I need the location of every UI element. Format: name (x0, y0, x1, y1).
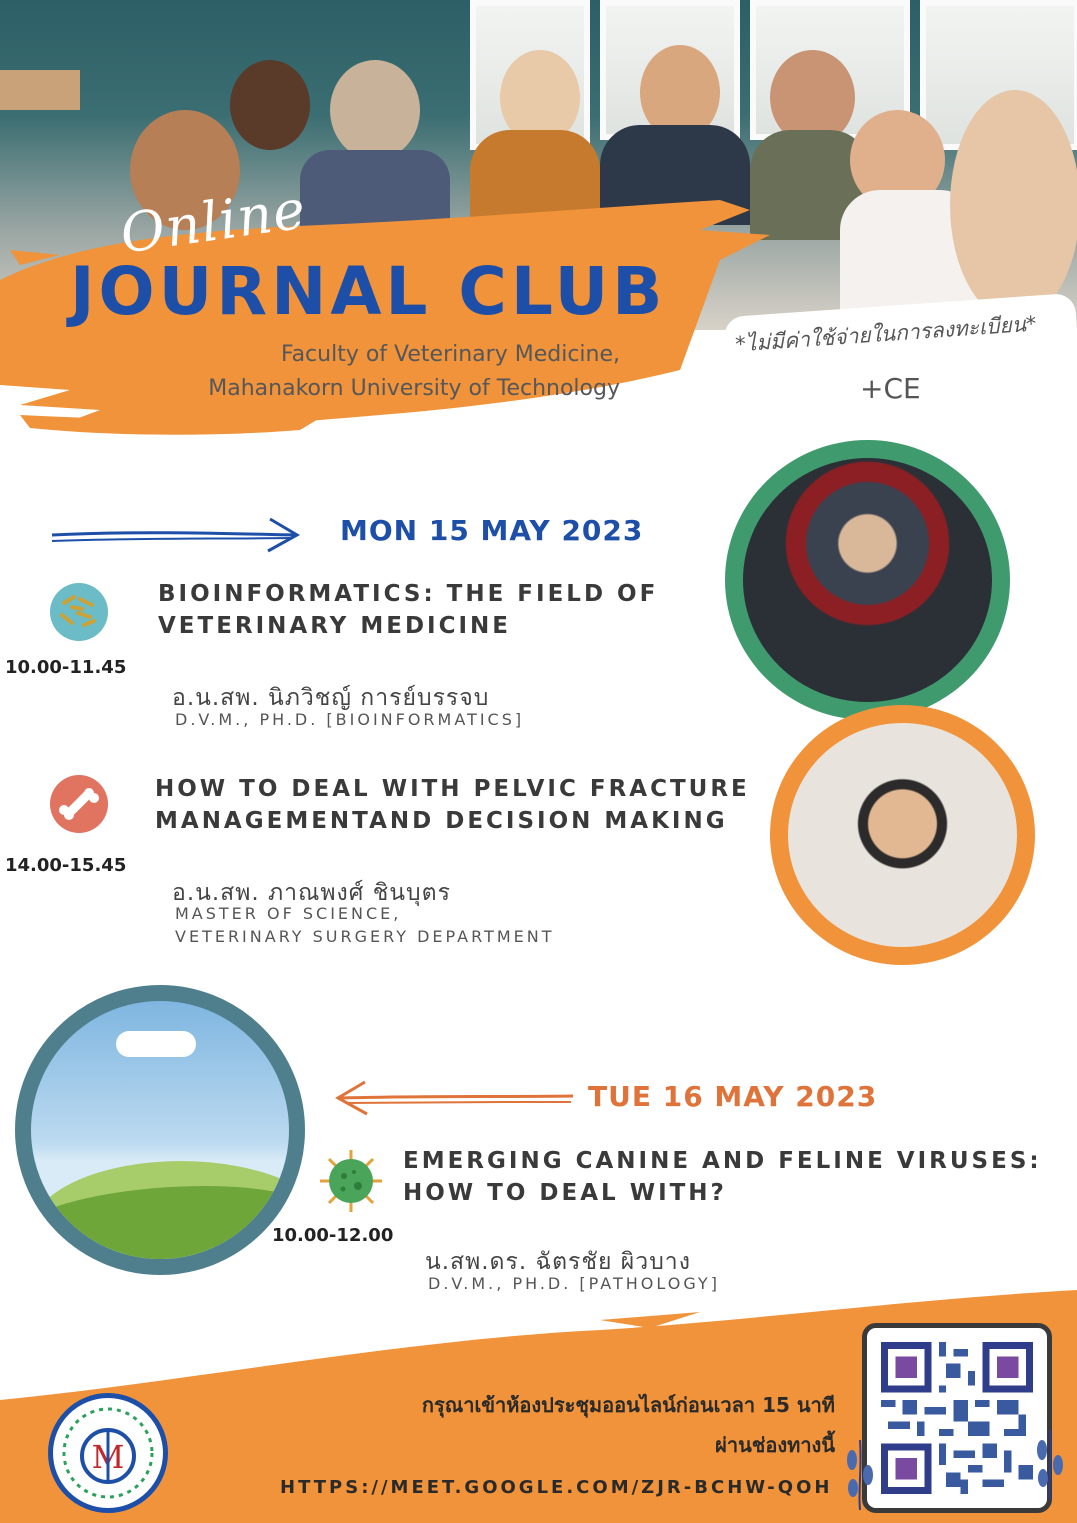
talk2-cred-line-2: VETERINARY SURGERY DEPARTMENT (175, 927, 555, 946)
talk3-speaker: น.สพ.ดร. ฉัตรชัย ผิวบาง (425, 1249, 691, 1275)
footer-instruction-line-1: กรุณาเข้าห้องประชุมออนไลน์ก่อนเวลา 15 นาที (421, 1393, 835, 1417)
qr-code[interactable] (862, 1323, 1052, 1513)
arrow-right-icon (50, 515, 300, 555)
talk2-credentials (175, 902, 554, 948)
free-registration-note: *ไม่มีค่าใช้จ่ายในการลงทะเบียน* (734, 311, 1038, 357)
talk1-speaker: อ.น.สพ. นิภวิชญ์ การย์บรรจบ (172, 685, 490, 711)
meeting-link[interactable]: HTTPS://MEET.GOOGLE.COM/ZJR-BCHW-QOH (280, 1477, 833, 1498)
speaker2-photo (770, 705, 1035, 965)
virus-icon (318, 1148, 384, 1214)
talk3-title-line-2: HOW TO DEAL WITH? (403, 1180, 727, 1206)
talk1-credentials (175, 708, 524, 731)
svg-text:M: M (91, 1438, 125, 1476)
talk2-title-line-1: HOW TO DEAL WITH PELVIC FRACTURE (155, 776, 750, 802)
talk1-title-line-1: BIOINFORMATICS: THE FIELD OF (158, 581, 659, 607)
talk3-title-line-1: EMERGING CANINE AND FELINE VIRUSES: (403, 1148, 1042, 1174)
talk2-speaker: อ.น.สพ. ภาณพงศ์ ชินบุตร (172, 880, 451, 906)
online-label: Online (116, 177, 310, 266)
talk3-title (403, 1145, 1042, 1209)
talk1-time: 10.00-11.45 (5, 657, 127, 678)
bacteria-icon (50, 583, 108, 641)
talk1-title-line-2: VETERINARY MEDICINE (158, 613, 511, 639)
page-title: JOURNAL CLUB (70, 253, 667, 330)
faculty-line-1: Faculty of Veterinary Medicine, (280, 342, 620, 367)
talk2-time: 14.00-15.45 (5, 855, 127, 876)
day2-date: TUE 16 MAY 2023 (588, 1080, 878, 1113)
faculty-line-2: Mahanakorn University of Technology (208, 376, 620, 401)
talk2-cred-line-1: MASTER OF SCIENCE, (175, 904, 402, 923)
day1-date: MON 15 MAY 2023 (340, 514, 644, 547)
leaf-decoration-icon (1030, 1420, 1070, 1500)
bone-icon (50, 775, 108, 833)
talk1-title (158, 578, 658, 642)
leaf-decoration-icon (840, 1430, 880, 1510)
footer-instructions (300, 1385, 835, 1465)
talk1-cred-line-1: D.V.M., PH.D. [BIOINFORMATICS] (175, 710, 525, 729)
talk3-cred-line-1: D.V.M., PH.D. [PATHOLOGY] (428, 1274, 720, 1293)
ce-label: +CE (860, 372, 921, 405)
talk2-title-line-2: MANAGEMENTAND DECISION MAKING (155, 808, 728, 834)
talk3-time: 10.00-12.00 (272, 1225, 394, 1246)
speaker1-photo (725, 440, 1010, 720)
talk2-title (155, 773, 750, 837)
faculty-name (110, 338, 620, 406)
footer-instruction-line-2: ผ่านช่องทางนี้ (715, 1433, 835, 1457)
arrow-left-icon (335, 1078, 575, 1118)
university-logo (48, 1393, 168, 1513)
placeholder-sky-image (15, 985, 305, 1275)
